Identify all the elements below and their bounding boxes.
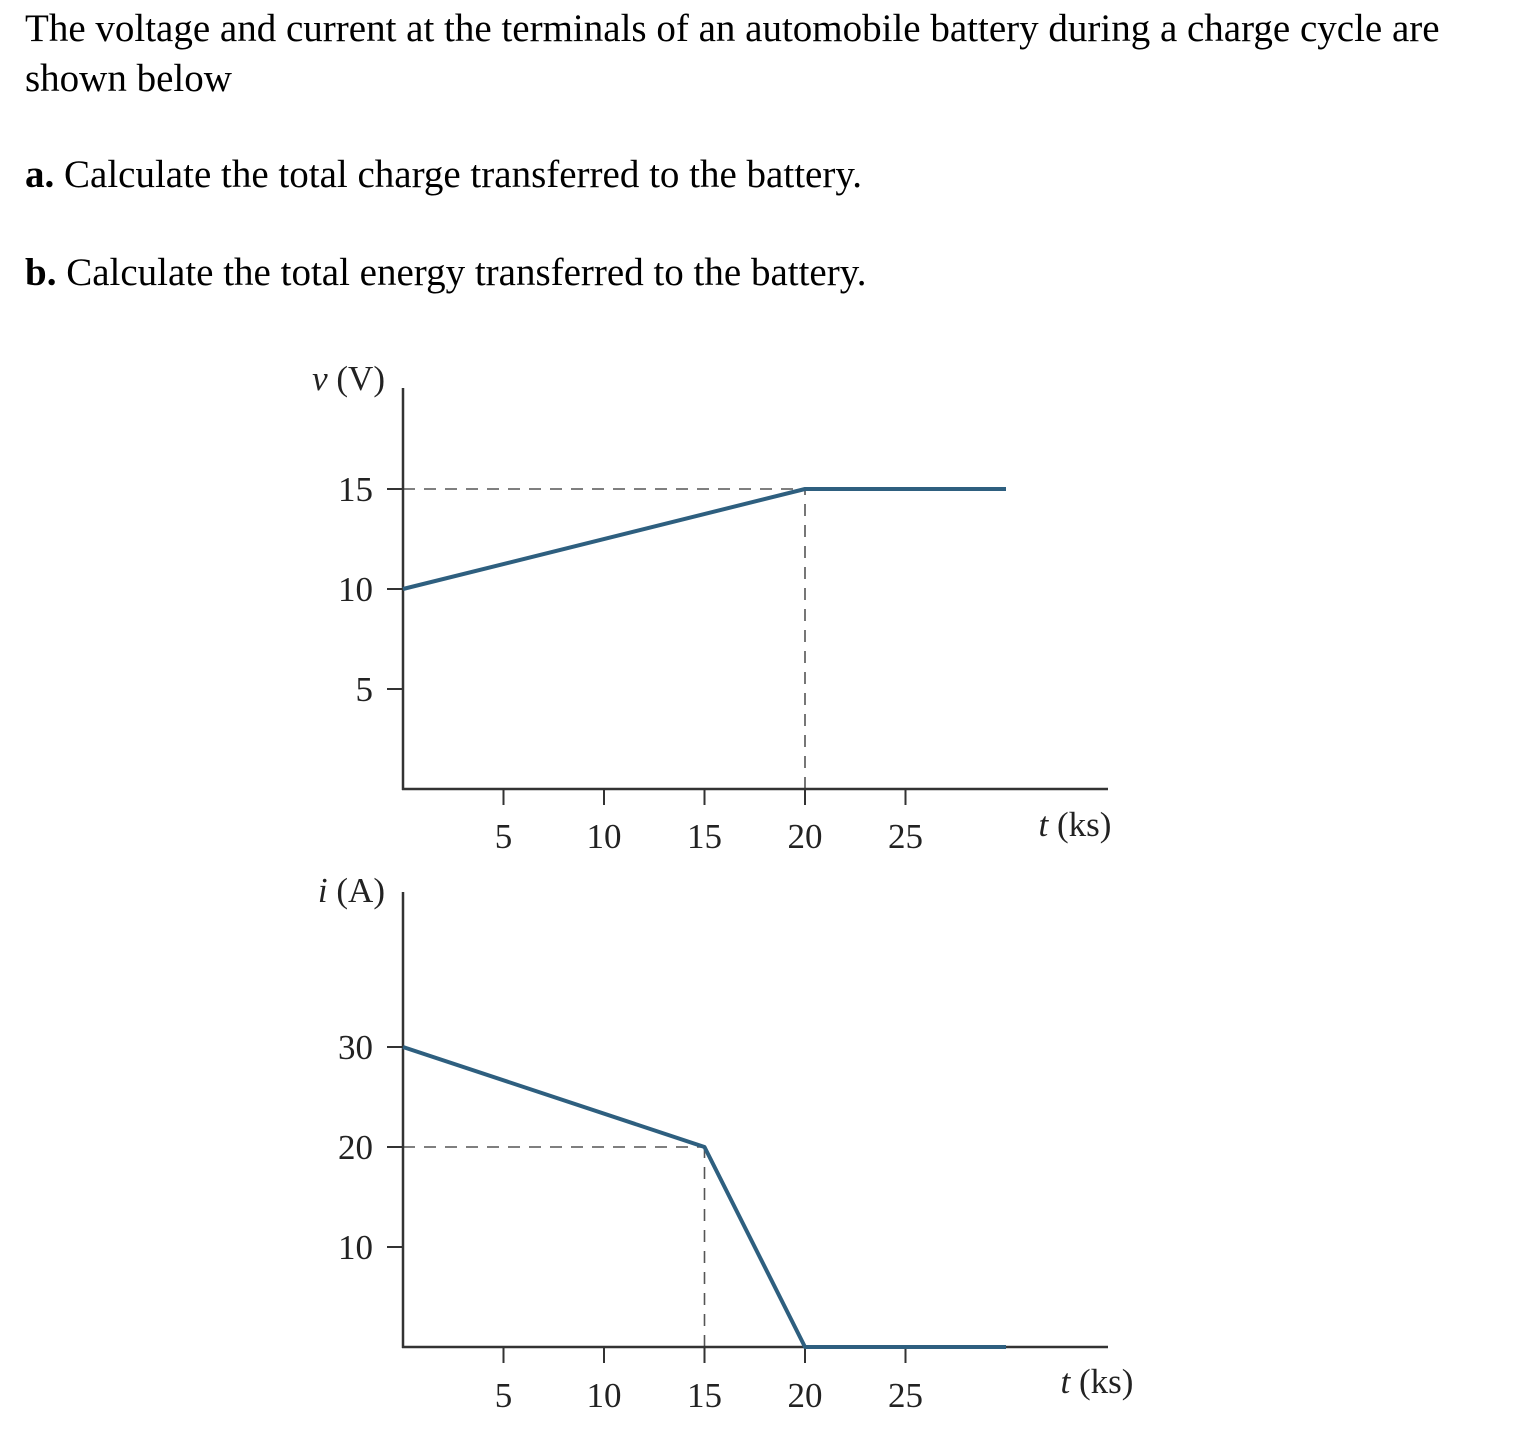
part-a-label: a. (25, 153, 55, 196)
voltage-x-tick-label-15: 15 (687, 817, 722, 856)
current-y-tick-label-30: 30 (338, 1028, 373, 1067)
voltage-x-tick-label-5: 5 (494, 817, 513, 856)
current-x-tick-label-15: 15 (687, 1376, 722, 1415)
voltage-x-tick-label-25: 25 (888, 817, 923, 856)
part-a-text: Calculate the total charge transferred to the battery. (64, 153, 863, 196)
current-x-tick-label-25: 25 (888, 1376, 923, 1415)
voltage-y-axis-title: v (V) (312, 359, 385, 398)
current-x-axis-title: t (ks) (1060, 1362, 1134, 1401)
voltage-series-line (403, 489, 1006, 589)
current-y-tick-label-10: 10 (338, 1228, 373, 1267)
part-b-label: b. (25, 251, 57, 294)
current-x-tick-label-5: 5 (494, 1376, 513, 1415)
voltage-y-tick-label-5: 5 (355, 670, 373, 709)
question-intro: The voltage and current at the terminals of an automobile battery during a charge cycle are shown below (25, 7, 1440, 100)
voltage-x-tick-label-20: 20 (787, 817, 823, 856)
part-b-text: Calculate the total energy transferred to the battery. (66, 251, 867, 294)
voltage-x-axis-title: t (ks) (1038, 805, 1112, 844)
current-y-axis-title: i (A) (317, 871, 385, 910)
voltage-y-tick-label-10: 10 (338, 570, 373, 609)
current-x-tick-label-20: 20 (787, 1376, 823, 1415)
current-x-tick-label-10: 10 (586, 1376, 622, 1415)
current-y-tick-label-20: 20 (338, 1128, 373, 1167)
voltage-y-tick-label-15: 15 (338, 470, 373, 509)
voltage-x-tick-label-10: 10 (586, 817, 622, 856)
